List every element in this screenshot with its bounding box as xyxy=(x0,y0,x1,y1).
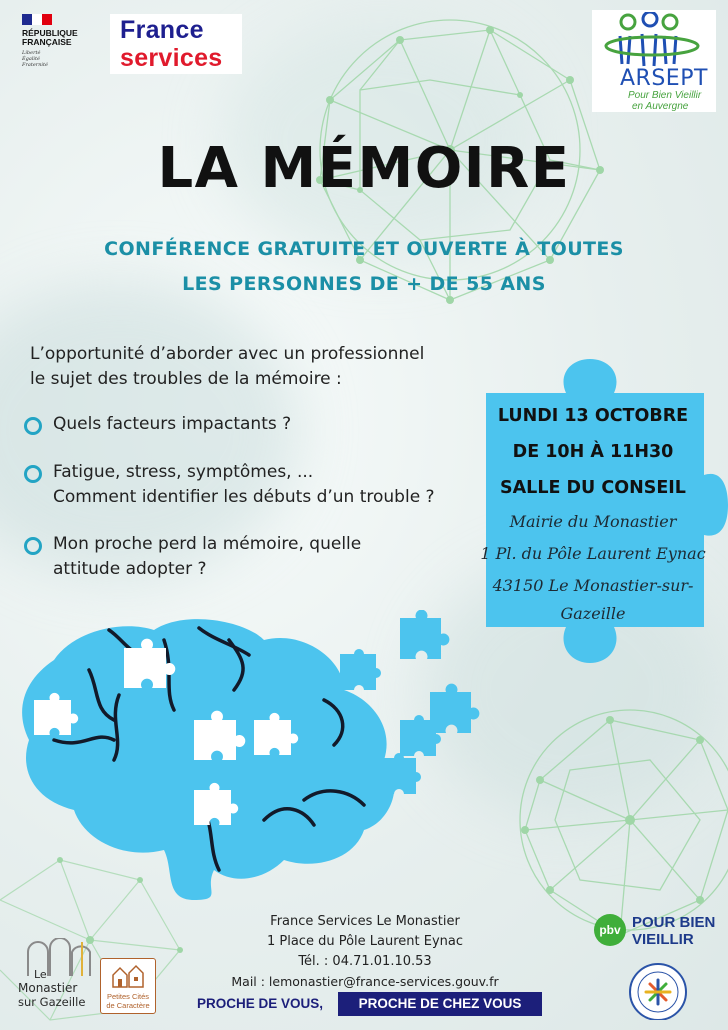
contact-line2: 1 Place du Pôle Laurent Eynac xyxy=(266,934,464,949)
floating-puzzle-pieces xyxy=(330,610,490,810)
event-city: 43150 Le Monastier-sur- xyxy=(492,576,694,595)
list-item xyxy=(24,460,464,512)
france-services-line2: services xyxy=(120,44,223,72)
contact-phone: Tél. : 04.71.01.10.53 xyxy=(298,954,432,969)
pour-bien-vieillir-logo xyxy=(594,912,724,952)
event-place: Mairie du Monastier xyxy=(509,512,677,531)
circle-bullet-icon xyxy=(24,417,42,435)
pbv-badge-icon: pbv xyxy=(594,914,626,946)
intro-line2: le sujet des troubles de la mémoire : xyxy=(30,369,342,389)
arsept-logo xyxy=(592,10,716,112)
subtitle-line1: CONFÉRENCE GRATUITE ET OUVERTE À TOUTES xyxy=(104,238,624,260)
event-city-cont: Gazeille xyxy=(560,604,626,623)
event-room: SALLE DU CONSEIL xyxy=(500,478,686,498)
list-item xyxy=(24,532,464,584)
monastier-line3: sur Gazeille xyxy=(18,995,86,1009)
pbv-line2: VIEILLIR xyxy=(632,931,694,948)
event-time: DE 10H À 11H30 xyxy=(512,442,674,462)
circle-bullet-icon xyxy=(24,465,42,483)
france-services-logo xyxy=(110,14,242,74)
event-date: LUNDI 13 OCTOBRE xyxy=(497,406,689,426)
slogan-part2: PROCHE DE CHEZ VOUS xyxy=(338,992,542,1016)
french-flag-icon xyxy=(22,14,52,25)
houses-icon xyxy=(111,963,145,989)
event-address: 1 Pl. du Pôle Laurent Eynac xyxy=(480,544,706,563)
subtitle-line2: LES PERSONNES DE + DE 55 ANS xyxy=(182,273,546,295)
bullet-3-line1: Mon proche perd la mémoire, quelle xyxy=(53,534,362,554)
le-monastier-logo xyxy=(18,938,98,1018)
france-services-line1: France xyxy=(120,16,204,44)
pcc-line1: Petites Cités xyxy=(106,992,150,1001)
rf-name-line1: RÉPUBLIQUE xyxy=(22,28,78,38)
rf-motto-1: Liberté xyxy=(22,50,41,56)
republique-francaise-logo xyxy=(22,14,94,74)
contact-mail: Mail : lemonastier@france-services.gouv.fr xyxy=(231,974,499,989)
bullet-2-line2: Comment identifier les débuts d’un trouble ? xyxy=(53,487,435,507)
conference-financeurs-seal xyxy=(618,958,698,1020)
petites-cites-logo xyxy=(100,958,156,1014)
intro-line1: L’opportunité d’aborder avec un professionnel xyxy=(30,344,425,364)
list-item xyxy=(24,412,464,438)
rf-motto-2: Égalité xyxy=(22,56,40,62)
slogan-banner xyxy=(186,991,542,1017)
circle-bullet-icon xyxy=(24,537,42,555)
people-icon xyxy=(598,12,710,70)
rf-name-line2: FRANÇAISE xyxy=(22,37,72,47)
arsept-sub1: Pour Bien Vieillir xyxy=(628,90,702,101)
arsept-sub2: en Auvergne xyxy=(632,101,689,112)
monastier-line1: Le xyxy=(34,968,47,981)
page-title: LA MÉMOIRE xyxy=(157,136,571,201)
pbv-line1: POUR BIEN xyxy=(632,914,716,931)
bullet-1-line1: Quels facteurs impactants ? xyxy=(53,414,292,434)
slogan-part1: PROCHE DE VOUS, xyxy=(196,996,324,1011)
arsept-name: ARSEPT xyxy=(620,66,708,91)
bullet-3-line2: attitude adopter ? xyxy=(53,559,207,579)
intro-text xyxy=(30,342,460,392)
rf-motto-3: Fraternité xyxy=(22,62,48,68)
bullet-2-line1: Fatigue, stress, symptômes, ... xyxy=(53,462,314,482)
monastier-line2: Monastier xyxy=(18,981,78,995)
contact-line1: France Services Le Monastier xyxy=(270,914,460,929)
pcc-line2: de Caractère xyxy=(106,1001,150,1010)
network-sphere-bottom xyxy=(500,690,728,950)
